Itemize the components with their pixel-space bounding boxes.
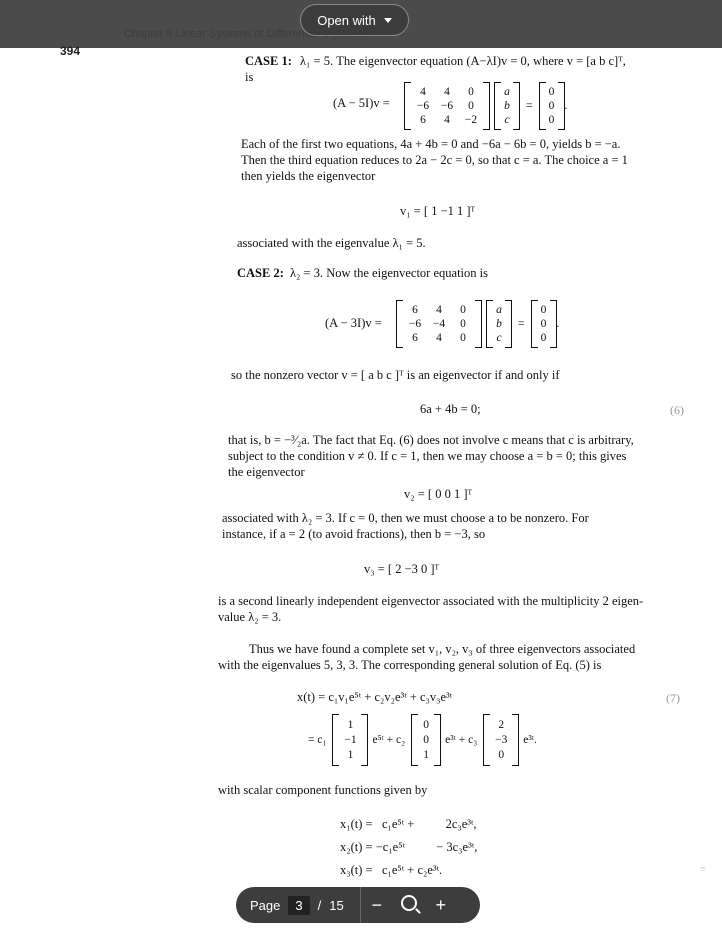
eigenvector-v3: v₃ = [ 2 −3 0 ]ᵀ <box>364 562 440 576</box>
gen-e3b: e³ᵗ. <box>523 734 537 746</box>
page-marker-icon: ≡ <box>700 864 706 875</box>
matrix-entry: 6 <box>412 332 418 344</box>
matrix-entry: 4 <box>436 332 442 344</box>
vector-entry: 0 <box>423 719 430 731</box>
eigenvector-v1: v₁ = [ 1 −1 1 ]ᵀ <box>400 204 476 218</box>
case1-heading: λ₁ = 5. The eigenvector equation (A−λI)v = 0, where v = [a b c]ᵀ, <box>300 54 626 68</box>
paragraph3-line1: that is, b = −³⁄₂a. The fact that Eq. (6) does not involve c means that c is arbitrary, <box>228 433 634 447</box>
vector-entry: c <box>504 114 510 126</box>
paragraph3-line2: subject to the condition v ≠ 0. If c = 1, then we may choose a = b = 0; this gives <box>228 449 627 463</box>
case2-lhs: (A − 3I)v = <box>325 316 382 330</box>
matrix-entry: 0 <box>460 332 466 344</box>
component-x2: x₂(t) = −c₁e⁵ᵗ − 3c₃e³ᵗ, <box>340 840 478 854</box>
vector-entry: −1 <box>344 734 357 746</box>
paragraph2: so the nonzero vector v = [ a b c ]ᵀ is an eigenvector if and only if <box>231 368 560 382</box>
matrix-entry: 0 <box>460 304 466 316</box>
vector-entry: 1 <box>423 749 430 761</box>
case2-heading: λ₂ = 3. Now the eigenvector equation is <box>290 266 488 280</box>
paragraph4-line1: associated with λ₂ = 3. If c = 0, then we must choose a to be nonzero. For <box>222 511 589 525</box>
vector-entry: 2 <box>498 719 505 731</box>
vector-entry: 0 <box>548 100 555 112</box>
total-pages: 15 <box>329 897 344 913</box>
vector-entry: b <box>496 318 502 330</box>
vector-entry: 0 <box>548 86 555 98</box>
matrix-entry: −2 <box>464 114 478 126</box>
paragraph1-line2: Then the third equation reduces to 2a − 2c = 0, so that c = a. The choice a = 1 <box>241 153 628 167</box>
zoom-in-button[interactable]: + <box>435 894 446 915</box>
case1-lhs: (A − 5I)v = <box>333 96 390 110</box>
paragraph4-line2: instance, if a = 2 (to avoid fractions), then b = −3, so <box>222 527 486 541</box>
page-toolbar <box>236 887 480 923</box>
matrix-entry: 4 <box>444 114 450 126</box>
equation-7-number: (7) <box>666 691 680 705</box>
zoom-out-button[interactable]: − <box>371 894 382 915</box>
open-with-label: Open with <box>317 12 376 28</box>
vector-entry: 0 <box>423 734 430 746</box>
magnifier-icon <box>401 895 417 911</box>
paragraph7: with scalar component functions given by <box>218 783 428 797</box>
matrix-entry: 4 <box>420 86 426 98</box>
matrix-entry: 4 <box>444 86 450 98</box>
matrix-entry: 0 <box>468 86 474 98</box>
case1-title: CASE 1: <box>245 54 292 68</box>
vector-entry: 0 <box>548 114 555 126</box>
chevron-down-icon <box>384 18 392 23</box>
open-with-button[interactable] <box>300 4 409 36</box>
paragraph5-line1: is a second linearly independent eigenvector associated with the multiplicity 2 eigen- <box>218 594 644 608</box>
paragraph1-line1: Each of the first two equations, 4a + 4b = 0 and −6a − 6b = 0, yields b = −a. <box>241 137 621 151</box>
vector-entry: c <box>496 332 502 344</box>
paragraph1-line3: then yields the eigenvector <box>241 169 376 183</box>
paragraph6-line1: Thus we have found a complete set v₁, v₂, v₃ of three eigenvectors associated <box>249 642 636 656</box>
matrix-entry: 6 <box>420 114 426 126</box>
matrix-a-3i: 6 4 0 −6 −4 0 6 4 0 a b c = 0 0 0 . <box>396 300 559 348</box>
matrix-a-5i: 4 4 0 −6 −6 0 6 4 −2 a b c = 0 0 0 . <box>404 82 567 130</box>
page-number: 394 <box>60 44 81 58</box>
vector-entry: −3 <box>495 734 508 746</box>
matrix-entry: 4 <box>436 304 442 316</box>
matrix-entry: −6 <box>408 318 422 330</box>
eigenvector-v2: v₂ = [ 0 0 1 ]ᵀ <box>404 487 473 501</box>
case1-is: is <box>245 70 254 84</box>
equation-6: 6a + 4b = 0; <box>420 402 481 416</box>
paragraph3-line3: the eigenvector <box>228 465 305 479</box>
equation-6-number: (6) <box>670 403 684 417</box>
page-separator: / <box>317 897 322 913</box>
gen-c1: = c₁ <box>308 734 327 746</box>
component-x3: x₃(t) = c₁e⁵ᵗ + c₂e³ᵗ. <box>340 863 443 877</box>
gen-e5: e⁵ᵗ + c₂ <box>372 734 406 746</box>
vector-entry: 0 <box>540 332 547 344</box>
matrix-entry: 0 <box>460 318 466 330</box>
matrix-entry: 0 <box>468 100 474 112</box>
paragraph6-line2: with the eigenvalues 5, 3, 3. The corresponding general solution of Eq. (5) is <box>218 658 602 672</box>
matrix-entry: −4 <box>432 318 446 330</box>
zoom-icon-button[interactable] <box>393 895 425 916</box>
page-label: Page <box>250 897 281 913</box>
vector-entry: 0 <box>540 304 547 316</box>
vector-entry: a <box>496 304 502 316</box>
case2-title: CASE 2: <box>237 266 284 280</box>
matrix-entry: 6 <box>412 304 418 316</box>
vector-entry: a <box>504 86 510 98</box>
general-solution-expanded <box>308 714 537 766</box>
matrix-entry: −6 <box>416 100 430 112</box>
current-page-input[interactable]: 3 <box>288 896 309 915</box>
vector-entry: 0 <box>498 749 505 761</box>
general-solution: x(t) = c₁v₁e⁵ᵗ + c₂v₂e³ᵗ + c₃v₃e³ᵗ <box>297 690 453 704</box>
matrix-entry: −6 <box>440 100 454 112</box>
component-x1: x₁(t) = c₁e⁵ᵗ + 2c₃e³ᵗ, <box>340 817 477 831</box>
vector-entry: 1 <box>347 719 354 731</box>
vector-entry: 0 <box>540 318 547 330</box>
paragraph5-line2: value λ₂ = 3. <box>218 610 282 624</box>
gen-e3a: e³ᵗ + c₃ <box>445 734 478 746</box>
vector-entry: 1 <box>347 749 354 761</box>
vector-entry: b <box>504 100 510 112</box>
associated-eigenvalue-1: associated with the eigenvalue λ₁ = 5. <box>237 236 426 250</box>
